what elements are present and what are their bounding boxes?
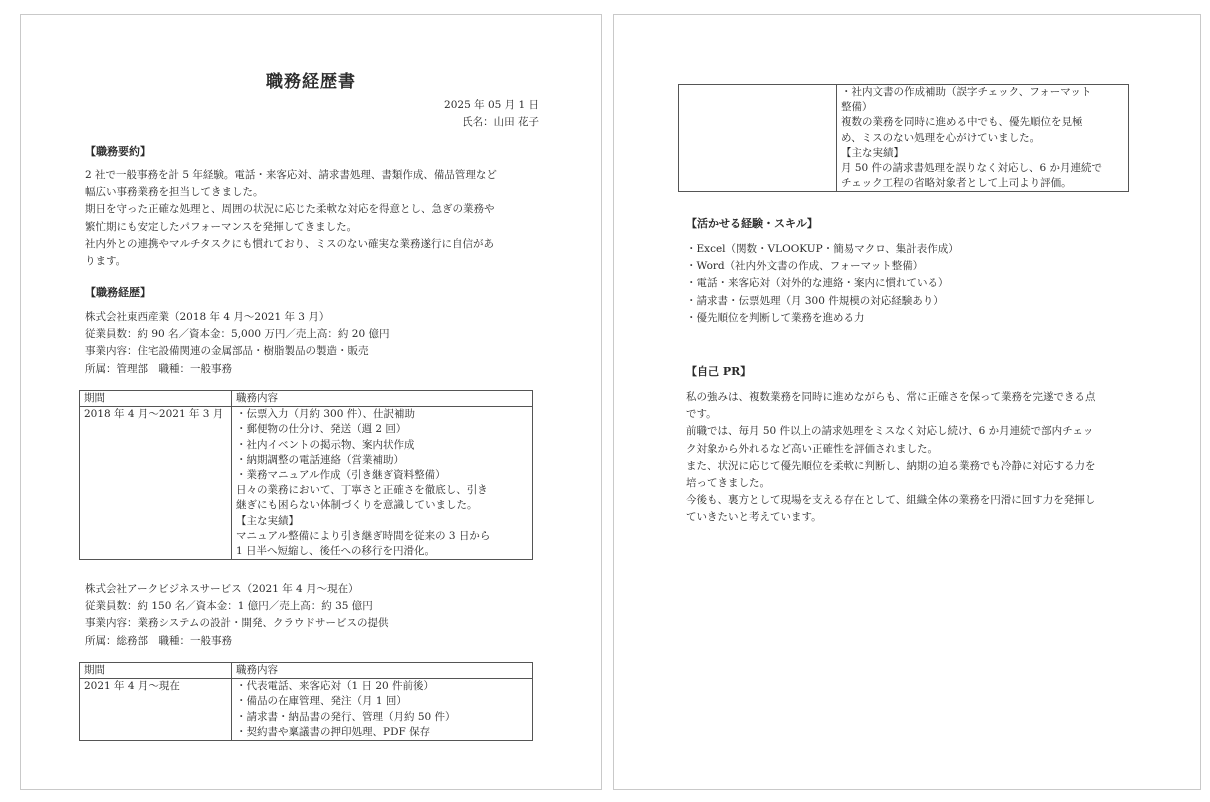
skills-heading: 【活かせる経験・スキル】 [686,217,818,230]
duty-line: 【主な実績】 [841,146,904,159]
duty-line: ・請求書・納品書の発行、管理（月約 50 件） [236,710,456,723]
company2-line: 事業内容：業務システムの設計・開発、クラウドサービスの提供 [85,617,389,630]
document-title: 職務経歴書 [266,72,356,92]
duty-line: ・郵便物の仕分け、発送（週 2 回） [236,423,407,436]
company1-line: 事業内容：住宅設備関連の金属部品・樹脂製品の製造・販売 [85,345,369,358]
skill-item: ・優先順位を判断して業務を進める力 [686,311,865,324]
summary-line: 期日を守った正確な処理と、周囲の状況に応じた柔軟な対応を得意とし、急ぎの業務や [85,203,495,216]
duty-line: チェック工程の省略対象者として上司より評価。 [841,177,1072,190]
table-row [80,679,533,741]
column-header-period: 期間 [80,663,232,679]
company1-line: 従業員数：約 90 名／資本金：5,000 万円／売上高：約 20 億円 [85,328,390,341]
skills-list [686,241,959,327]
pr-line: です。 [686,408,717,421]
table-header-row [80,663,533,679]
company2-line: 株式会社アークビジネスサービス（2021 年 4 月～現在） [85,583,359,595]
company1-line: 所属：管理部 職種：一般事務 [85,362,232,375]
duty-line: ・契約書や稟議書の押印処理、PDF 保存 [236,725,431,738]
column-header-duties: 職務内容 [232,663,533,679]
document-date: 2025 年 05 月 1 日 [444,99,539,111]
duty-line: 日々の業務において、丁寧さと正確さを徹底し、引き [236,484,488,497]
duty-line: 複数の業務を同時に進める中でも、優先順位を見極 [841,116,1083,129]
summary-heading: 【職務要約】 [85,145,151,158]
table-header-row [80,391,533,407]
summary-line: ります。 [85,255,127,268]
summary-text [85,167,497,270]
skill-item: ・請求書・伝票処理（月 300 件規模の対応経験あり） [686,294,944,307]
summary-line: 繁忙期にも安定したパフォーマンスを発揮してきました。 [85,220,358,233]
duty-line: 【主な実績】 [236,514,299,527]
skill-item: ・電話・来客応対（対外的な連絡・案内に慣れている） [686,277,949,290]
company1-info [85,309,389,378]
period-cell: 2021 年 4 月～現在 [80,679,232,741]
summary-line: 幅広い事務業務を担当してきました。 [85,186,264,199]
pr-line: 培ってきました。 [686,477,770,490]
duties-cell [232,407,533,560]
duty-line: ・社内文書の作成補助（誤字チェック、フォーマット [841,86,1092,98]
document-page-1 [20,14,602,790]
period-cell: 2018 年 4 月～2021 年 3 月 [80,407,232,560]
company2-duties-table [79,662,533,741]
duty-line: ・伝票入力（月約 300 件）、仕訳補助 [236,408,415,421]
skill-item: ・Word（社内外文書の作成、フォーマット整備） [686,260,924,273]
table-row [679,85,1129,192]
applicant-name: 氏名：山田 花子 [462,116,539,128]
skill-item: ・Excel（関数・VLOOKUP・簡易マクロ、集計表作成） [686,243,959,255]
table-row [80,407,533,560]
duty-line: 1 日半へ短縮し、後任への移行を円滑化。 [236,545,436,558]
document-page-2 [613,14,1201,790]
pr-line: ていきたいと考えています。 [686,511,822,524]
duty-line: ・社内イベントの掲示物、案内状作成 [236,438,415,451]
duties-cell [837,85,1129,192]
summary-line: 社内外との連携やマルチタスクにも慣れており、ミスのない確実な業務遂行に自信があ [85,237,494,250]
company1-line: 株式会社東西産業（2018 年 4 月～2021 年 3 月） [85,311,330,323]
duty-line: 月 50 件の請求書処理を誤りなく対応し、6 か月連続で [841,162,1103,175]
duty-line: め、ミスのない処理を心がけていました。 [841,131,1041,144]
summary-line: 2 社で一般事務を計 5 年経験。電話・来客応対、請求書処理、書類作成、備品管理など [85,169,497,181]
period-cell [679,85,837,192]
company1-duties-table [79,390,533,560]
pr-line: ク対象から外れるなど高い正確性を評価されました。 [686,442,938,455]
pr-line: 私の強みは、複数業務を同時に進めながらも、常に正確さを保って業務を完遂できる点 [686,391,1096,403]
duty-line: 継ぎにも困らない体制づくりを意識していました。 [236,499,478,512]
duty-line: ・納期調整の電話連絡（営業補助） [236,453,404,466]
duty-line: ・業務マニュアル作成（引き継ぎ資料整備） [236,469,446,482]
company2-line: 従業員数：約 150 名／資本金：1 億円／売上高：約 35 億円 [85,600,373,613]
duties-cell [232,679,533,741]
company2-line: 所属：総務部 職種：一般事務 [85,634,232,647]
pr-line: また、状況に応じて優先順位を柔軟に判断し、納期の迫る業務でも冷静に対応する力を [686,459,1096,472]
pr-heading: 【自己 PR】 [686,365,752,378]
duty-line: ・代表電話、来客応対（1 日 20 件前後） [236,680,435,693]
duty-line: ・備品の在庫管理、発注（月 1 回） [236,695,407,708]
column-header-period: 期間 [80,391,232,407]
pr-text [686,389,1096,527]
company2-info [85,581,388,650]
continued-duties-table [678,84,1129,192]
duty-line: 整備） [841,101,873,114]
pr-line: 今後も、裏方として現場を支える存在として、組織全体の業務を円滑に回す力を発揮し [686,494,1096,507]
history-heading: 【職務経歴】 [85,286,151,299]
pr-line: 前職では、毎月 50 件以上の請求処理をミスなく対応し続け、6 か月連続で部内チェッ [686,425,1094,438]
column-header-duties: 職務内容 [232,391,533,407]
duty-line: マニュアル整備により引き継ぎ時間を従来の 3 日から [236,529,491,542]
